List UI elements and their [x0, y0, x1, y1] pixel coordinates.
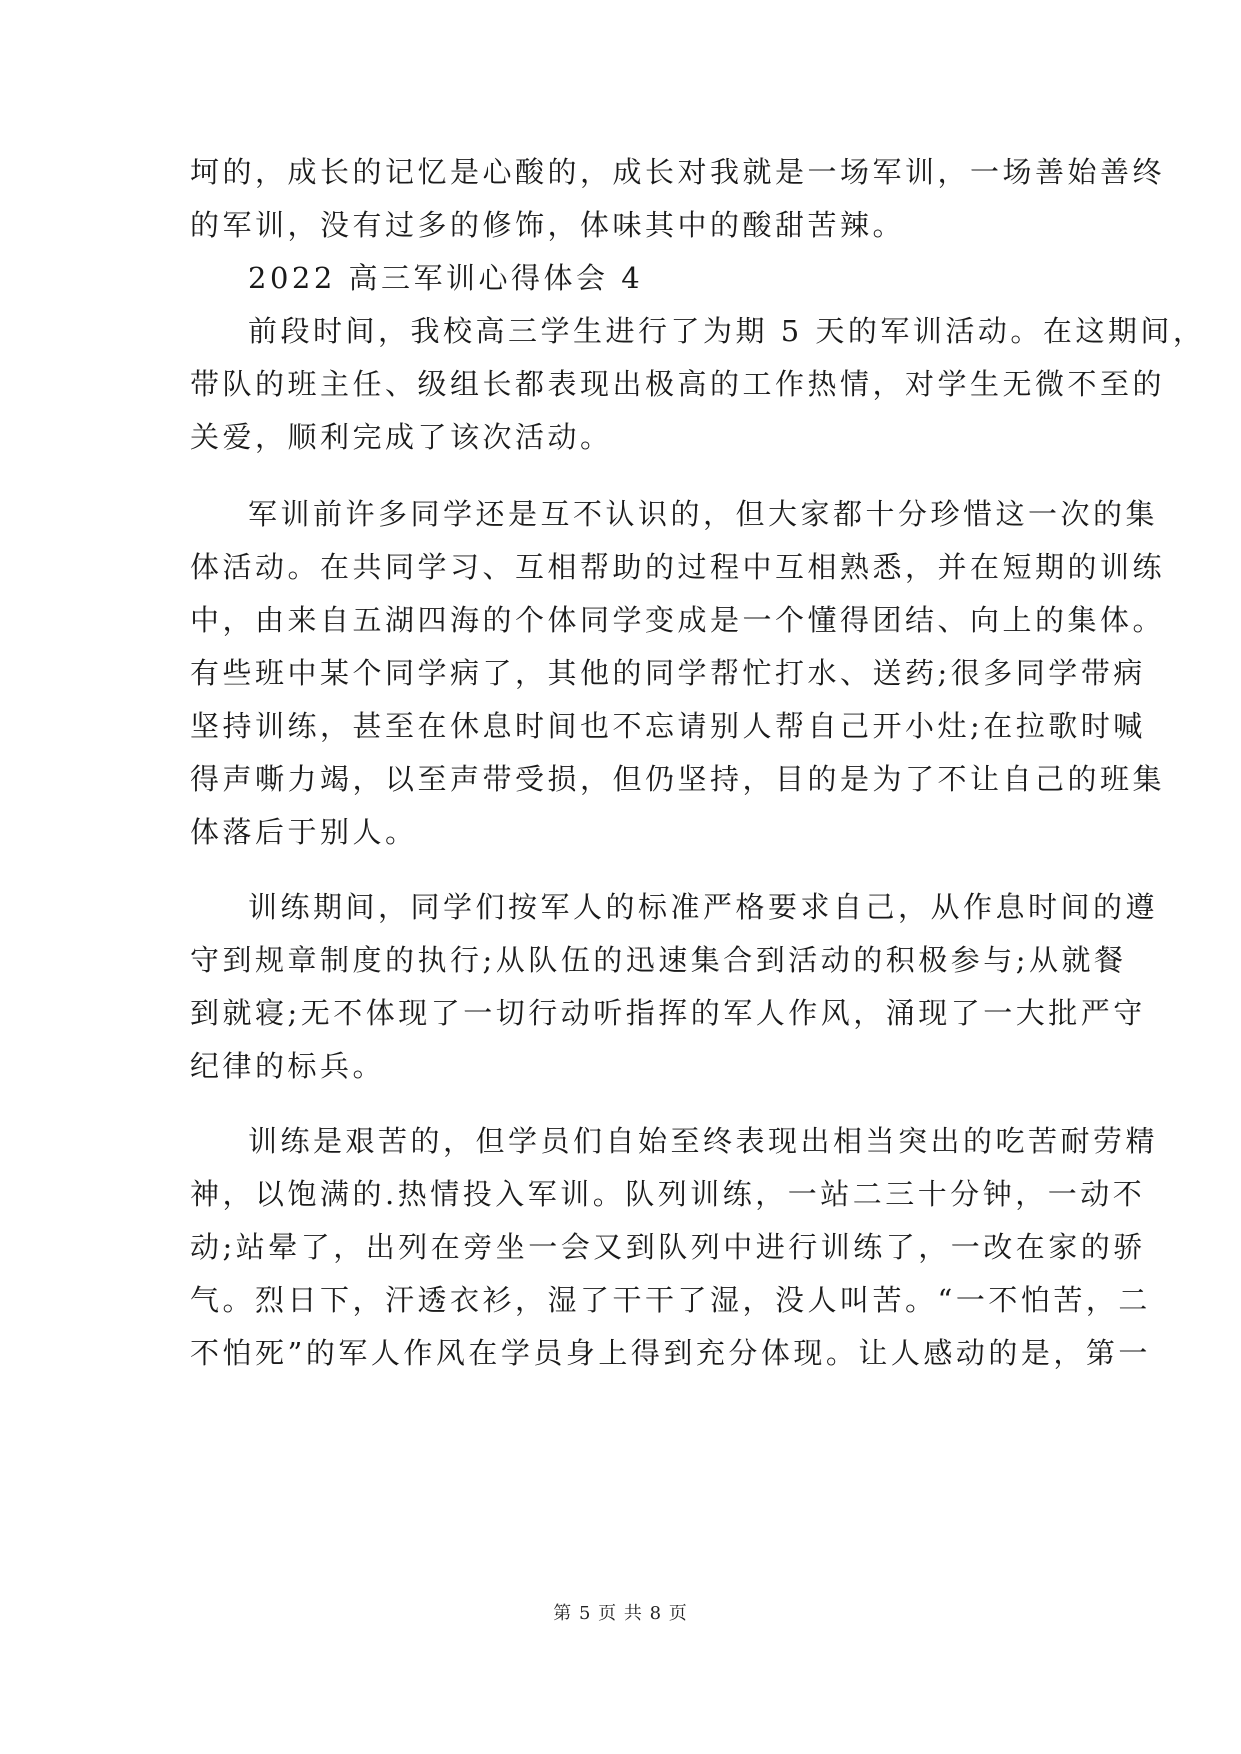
paragraph-line: 关爱，顺利完成了该次活动。 [190, 420, 613, 454]
paragraph-line: 坚持训练，甚至在休息时间也不忘请别人帮自己开小灶;在拉歌时喊 [190, 709, 1146, 743]
paragraph-line: 训练期间，同学们按军人的标准严格要求自己，从作息时间的遵 [248, 890, 1159, 924]
paragraph-line: 前段时间，我校高三学生进行了为期 5 天的军训活动。在这期间， [248, 314, 1206, 348]
paragraph-line: 气。烈日下，汗透衣衫，湿了干干了湿，没人叫苦。“一不怕苦，二 [190, 1283, 1151, 1317]
paragraph-line: 到就寝;无不体现了一切行动听指挥的军人作风，涌现了一大批严守 [190, 996, 1146, 1030]
paragraph-line: 带队的班主任、级组长都表现出极高的工作热情，对学生无微不至的 [190, 367, 1166, 401]
paragraph-line: 不怕死”的军人作风在学员身上得到充分体现。让人感动的是，第一 [190, 1336, 1151, 1370]
paragraph-line: 有些班中某个同学病了，其他的同学帮忙打水、送药;很多同学带病 [190, 656, 1146, 690]
paragraph-line: 神，以饱满的.热情投入军训。队列训练，一站二三十分钟，一动不 [190, 1177, 1146, 1211]
paragraph-line: 中，由来自五湖四海的个体同学变成是一个懂得团结、向上的集体。 [190, 603, 1166, 637]
paragraph-line: 的军训，没有过多的修饰，体味其中的酸甜苦辣。 [190, 208, 906, 242]
paragraph-line: 训练是艰苦的，但学员们自始至终表现出相当突出的吃苦耐劳精 [248, 1124, 1159, 1158]
page-number: 第 5 页 共 8 页 [553, 1603, 688, 1624]
paragraph-line: 得声嘶力竭，以至声带受损，但仍坚持，目的是为了不让自己的班集 [190, 762, 1166, 796]
paragraph-line: 动;站晕了，出列在旁坐一会又到队列中进行训练了，一改在家的骄 [190, 1230, 1146, 1264]
paragraph-line: 纪律的标兵。 [190, 1049, 386, 1083]
paragraph-line: 军训前许多同学还是互不认识的，但大家都十分珍惜这一次的集 [248, 497, 1159, 531]
paragraph-line: 坷的，成长的记忆是心酸的，成长对我就是一场军训，一场善始善终 [190, 155, 1166, 189]
section-heading: 2022 高三军训心得体会 4 [248, 261, 644, 295]
paragraph-line: 守到规章制度的执行;从队伍的迅速集合到活动的积极参与;从就餐 [190, 943, 1127, 977]
paragraph-line: 体落后于别人。 [190, 815, 418, 849]
paragraph-line: 体活动。在共同学习、互相帮助的过程中互相熟悉，并在短期的训练 [190, 550, 1166, 584]
